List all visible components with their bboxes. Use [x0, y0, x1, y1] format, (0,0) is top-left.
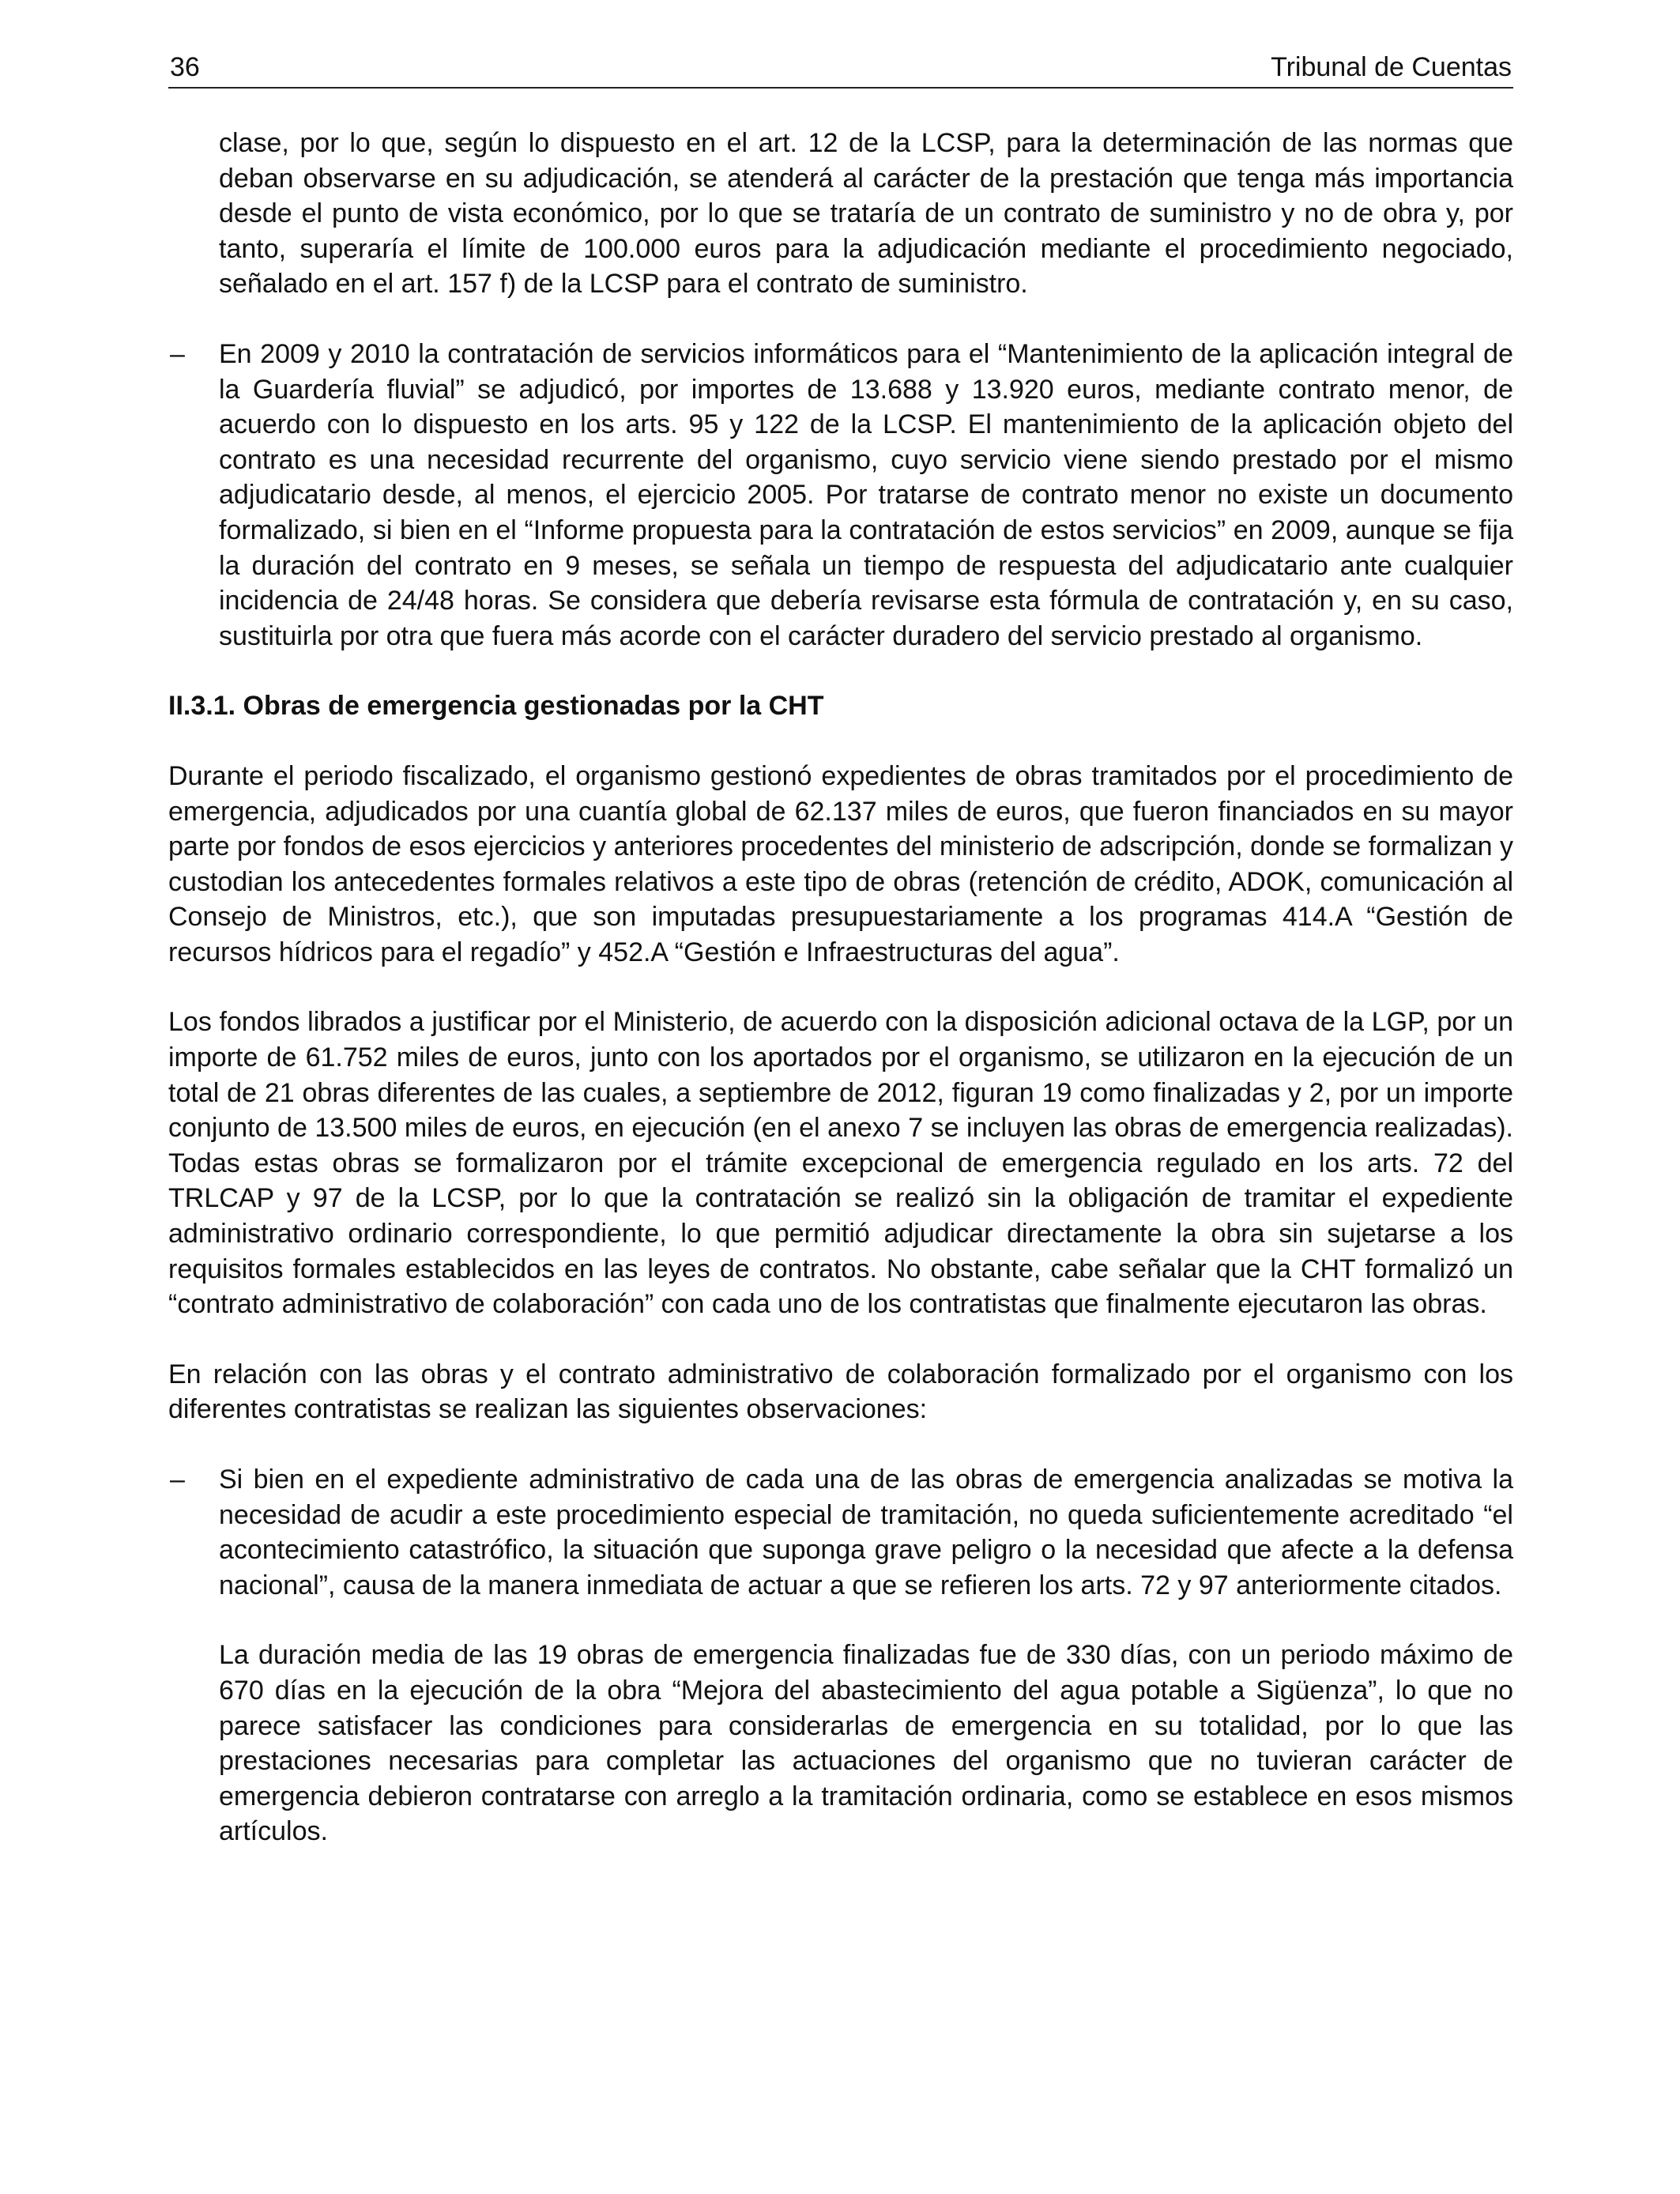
spacer — [168, 970, 1513, 1005]
bullet-text-2: Si bien en el expediente administrativo de cada una de las obras de emergencia analizadas se motiva la necesidad de acudir a este procedimiento especial de tramitación, no queda suficientemente acreditado “el acontecimiento catastrófico, la situación que suponga grave peligro o la necesidad que afecte a la defensa nacional”, causa de la manera inmediata de actuar a que se refieren los arts. 72 y 97 anteriormente citados. — [219, 1465, 1513, 1600]
document-body — [168, 126, 1513, 1849]
header-title: Tribunal de Cuentas — [1271, 52, 1512, 82]
dash-bullet-icon: – — [170, 1465, 185, 1495]
spacer — [168, 654, 1513, 688]
spacer — [168, 1603, 1513, 1638]
bullet-text-1: En 2009 y 2010 la contratación de servicios informáticos para el “Mantenimiento de la aplicación integral de la Guardería fluvial” se adjudicó, por importes de 13.688 y 13.920 euros, mediante contrato menor, de acuerdo con lo dispuesto en los arts. 95 y 122 de la LCSP. El mantenimiento de la aplicación objeto del contrato es una necesidad recurrente del organismo, cuyo servicio viene siendo prestado por el mismo adjudicatario desde, al menos, el ejercicio 2005. Por tratarse de contrato menor no existe un documento formalizado, si bien en el “Informe propuesta para la contratación de estos servicios” en 2009, aunque se fija la duración del contrato en 9 meses, se señala un tiempo de respuesta del adjudicatario ante cualquier incidencia de 24/48 horas. Se considera que debería revisarse esta fórmula de contratación y, en su caso, sustituirla por otra que fuera más acorde con el carácter duradero del servicio prestado al organismo. — [219, 338, 1513, 651]
bullet-item-2 — [168, 1462, 1513, 1603]
page-number: 36 — [170, 52, 200, 82]
paragraph-1: Durante el periodo fiscalizado, el organismo gestionó expedientes de obras tramitados por el procedimiento de emergencia, adjudicados por una cuantía global de 62.137 miles de euros, que fueron financiados en su mayor parte por fondos de esos ejercicios y anteriores procedentes del ministerio de adscripción, donde se formalizan y custodian los antecedentes formales relativos a este tipo de obras (retención de crédito, ADOK, comunicación al Consejo de Ministros, etc.), que son imputadas presupuestariamente a los programas 414.A “Gestión de recursos hídricos para el regadío” y 452.A “Gestión e Infraestructuras del agua”. — [168, 760, 1513, 967]
spacer — [168, 724, 1513, 759]
dash-bullet-icon: – — [170, 338, 185, 369]
page-header — [168, 47, 1513, 89]
bullet-continuation: La duración media de las 19 obras de emergencia finalizadas fue de 330 días, con un periodo máximo de 670 días en la ejecución de la obra “Mejora del abastecimiento del agua potable a Sigüenza”, lo que no parece satisfacer las condiciones para considerarlas de emergencia en su totalidad, por lo que las prestaciones necesarias para completar las actuaciones del organismo que no tuvieran carácter de emergencia debieron contratarse con arreglo a la tramitación ordinaria, como se establece en esos mismos artículos. — [219, 1640, 1513, 1847]
paragraph-2: Los fondos librados a justificar por el Ministerio, de acuerdo con la disposición adicional octava de la LGP, por un importe de 61.752 miles de euros, junto con los aportados por el organismo, se utilizaron en la ejecución de un total de 21 obras diferentes de las cuales, a septiembre de 2012, figuran 19 como finalizadas y 2, por un importe conjunto de 13.500 miles de euros, en ejecución (en el anexo 7 se incluyen las obras de emergencia realizadas). Todas estas obras se formalizaron por el trámite excepcional de emergencia regulado en los arts. 72 del TRLCAP y 97 de la LCSP, por lo que la contratación se realizó sin la obligación de tramitar el expediente administrativo ordinario correspondiente, lo que permitió adjudicar directamente la obra sin sujetarse a los requisitos formales establecidos en las leyes de contratos. No obstante, cabe señalar que la CHT formalizó un “contrato administrativo de colaboración” con cada uno de los contratistas que finalmente ejecutaron las obras. — [168, 1007, 1513, 1320]
spacer — [168, 302, 1513, 337]
bullet-item-1 — [168, 337, 1513, 654]
section-heading: II.3.1. Obras de emergencia gestionadas por la CHT — [168, 691, 824, 722]
continued-paragraph: clase, por lo que, según lo dispuesto en el art. 12 de la LCSP, para la determinación de las normas que deban observarse en su adjudicación, se atenderá al carácter de la prestación que tenga más importancia desde el punto de vista económico, por lo que se trataría de un contrato de suministro y no de obra y, por tanto, superaría el límite de 100.000 euros para la adjudicación mediante el procedimiento negociado, señalado en el art. 157 f) de la LCSP para el contrato de suministro. — [219, 128, 1513, 300]
paragraph-3: En relación con las obras y el contrato administrativo de colaboración formalizado por el organismo con los diferentes contratistas se realizan las siguientes observaciones: — [168, 1359, 1513, 1425]
spacer — [168, 1322, 1513, 1357]
spacer — [168, 1427, 1513, 1462]
